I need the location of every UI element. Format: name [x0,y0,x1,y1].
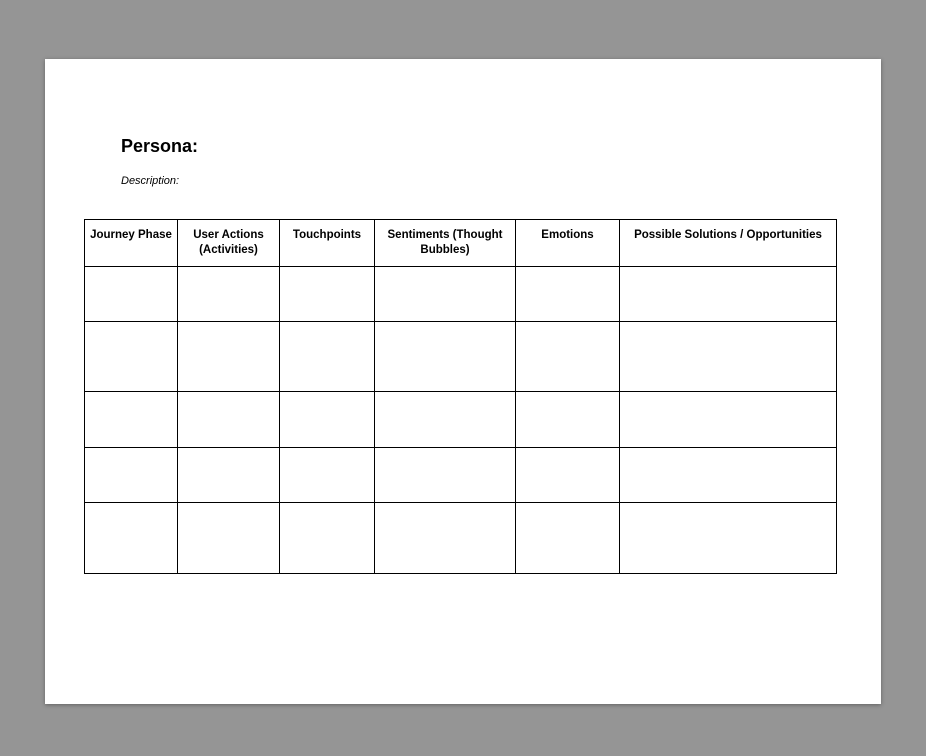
table-cell[interactable] [85,322,178,392]
table-row [85,448,837,503]
table-cell[interactable] [85,392,178,448]
header-user-actions: User Actions (Activities) [178,220,280,267]
description-label: Description: [121,175,180,187]
header-journey-phase: Journey Phase [85,220,178,267]
table-cell[interactable] [375,503,516,574]
table-cell[interactable] [375,322,516,392]
header-possible-solutions: Possible Solutions / Opportunities [620,220,837,267]
table-cell[interactable] [85,503,178,574]
header-touchpoints: Touchpoints [280,220,375,267]
table-cell[interactable] [375,392,516,448]
table-row [85,392,837,448]
table-cell[interactable] [280,503,375,574]
document-page [45,59,881,704]
table-cell[interactable] [178,448,280,503]
table-cell[interactable] [178,267,280,322]
table-row [85,267,837,322]
table-cell[interactable] [375,267,516,322]
table-cell[interactable] [178,392,280,448]
table-cell[interactable] [516,322,620,392]
table-cell[interactable] [280,392,375,448]
table-cell[interactable] [620,448,837,503]
journey-map-table [84,219,837,574]
table-cell[interactable] [280,322,375,392]
persona-heading: Persona: [121,136,199,156]
table-cell[interactable] [85,267,178,322]
table-cell[interactable] [620,322,837,392]
table-cell[interactable] [178,322,280,392]
table-cell[interactable] [280,267,375,322]
table-cell[interactable] [516,448,620,503]
table-cell[interactable] [620,392,837,448]
table-cell[interactable] [375,448,516,503]
table-cell[interactable] [620,503,837,574]
header-emotions: Emotions [516,220,620,267]
table-cell[interactable] [280,448,375,503]
table-cell[interactable] [178,503,280,574]
header-sentiments: Sentiments (Thought Bubbles) [375,220,516,267]
table-cell[interactable] [620,267,837,322]
table-cell[interactable] [516,267,620,322]
table-cell[interactable] [516,503,620,574]
table-row [85,503,837,574]
table-cell[interactable] [85,448,178,503]
table-row [85,322,837,392]
table-cell[interactable] [516,392,620,448]
table-header-row [85,220,837,267]
